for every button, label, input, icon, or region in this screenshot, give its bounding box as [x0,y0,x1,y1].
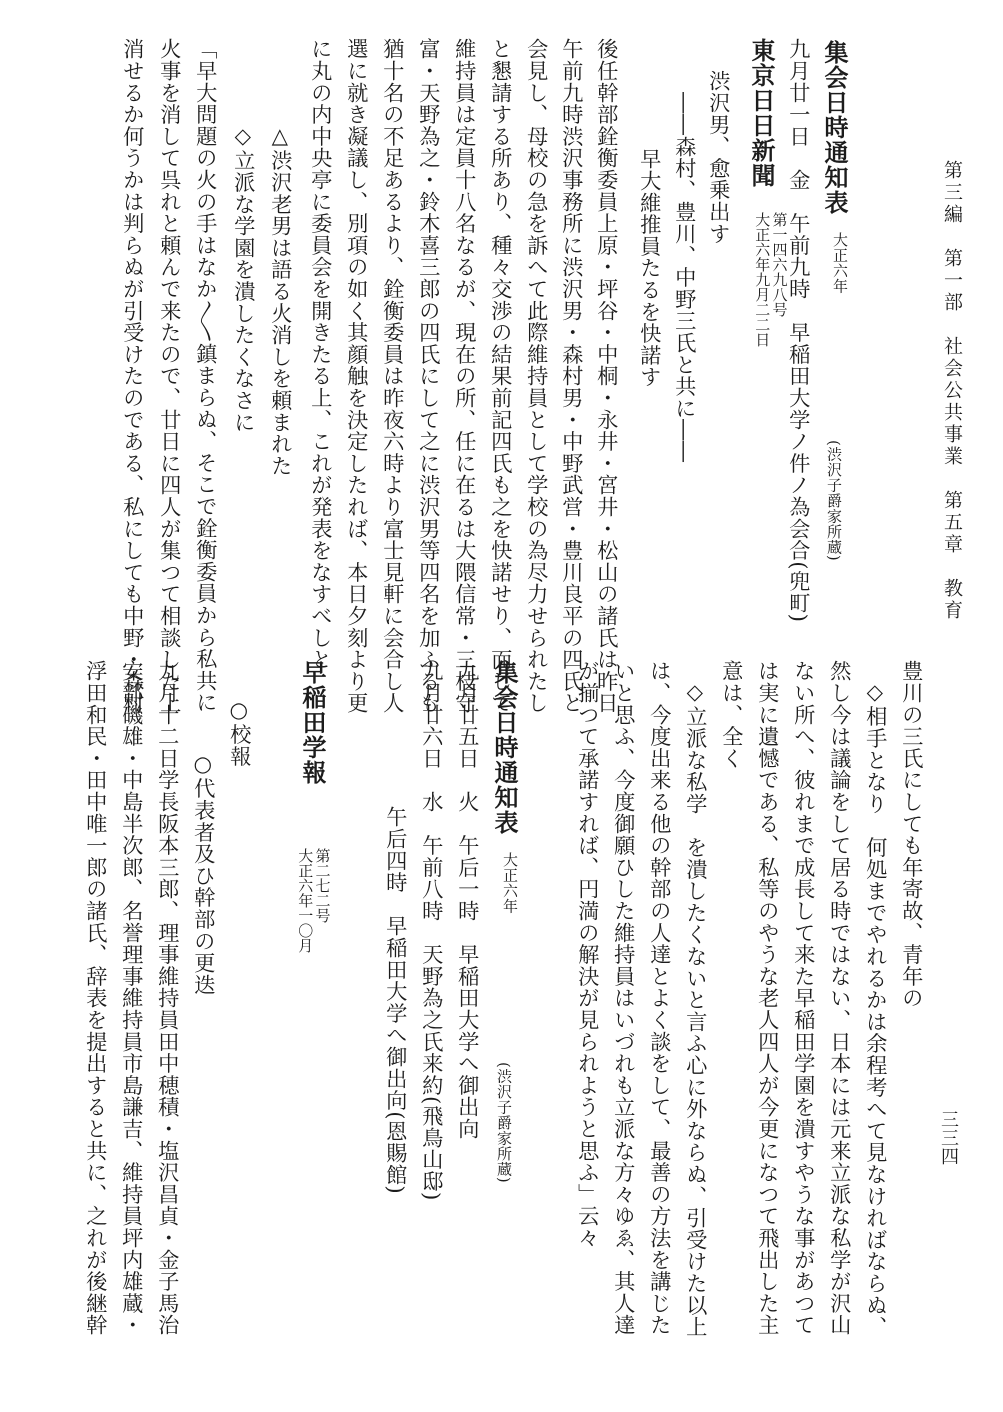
notice-year: 大正六年 [831,232,849,294]
schedule-entry: 九月廿五日 火 午后一時 早稲田大学へ御出向 [454,660,480,1140]
subheadline: 早大維推員たるを快諾す [636,148,662,388]
notice-year: 大正六年 [501,852,519,914]
notice-table-title: 集会日時通知表 [820,40,849,215]
body-line: 火事を消して呉れと頼んで来たので、廿日に四人が集つて相談した上 [156,38,182,714]
section-heading: △渋沢老男は語る火消しを頼まれた [267,124,293,477]
schedule-entry: 九月廿六日 水 午前八時 天野為之氏来約(飛鳥山邸) [418,660,444,1201]
newspaper-title: 東京日日新聞 [747,38,776,188]
body-line: は実に遺憾である、私等のやうな老人四人が今更になつて飛出した主 [754,660,780,1336]
source-note: (渋沢子爵家所蔵) [825,440,843,562]
body-line: は、今度出来る他の幹部の人達とよく談をして、最善の方法を講じた [646,660,672,1336]
body-line: 九月十二日学長阪本三郎、理事維持員田中穂積・塩沢昌貞・金子馬治 [154,660,180,1336]
body-line: 猶十名の不足あるより、銓衡委員は昨夜六時より富士見軒に会合し人 [379,38,405,714]
section-heading: ◇立派な学園を潰したくなさに [230,124,256,433]
body-line: 富・天野為之・鈴木喜三郎の四氏にして之に渋沢男等四名を加ふるも [415,38,441,714]
issue-number [753,212,788,347]
bulletin-no: 第二七二号 [313,848,332,923]
bulletin-issue [296,848,331,953]
headline: 渋沢男、愈乗出す [705,70,731,245]
body-line: 意は、全く [718,660,744,769]
body-line: に丸の内中央亭に委員会を開きたる上、これが発表をなすべしと [307,38,333,671]
subheadline: ――森村、豊川、中野三氏と共に―― [671,92,697,463]
section-heading: ○代表者及ひ幹部の更迭 [190,752,216,996]
page-number: 三三四 [938,1110,959,1166]
body-line: 安部磯雄・中島半次郎、名誉理事維持員市島謙吉、維持員坪内雄蔵・ [118,660,144,1336]
issue-date: 大正六年九月二二日 [753,212,772,347]
running-header: 第三編 第一部 社会公共事業 第五章 教育 [941,160,963,622]
body-line: 維持員は定員十八名なるが、現在の所、任に在るは大隈信常・三枝守 [451,38,477,714]
body-line: 選に就き凝議し、別項の如く其顔触を決定したれば、本日夕刻より更 [343,38,369,714]
schedule-entry: 午后四時 早稲田大学へ御出向(恩賜館) [382,806,408,1195]
body-line: ◇相手となり 何処までやれるかは余程考へて見なければならぬ、 [862,680,888,1338]
body-line: が揃つて承諾すれば、円満の解決が見られようと思ふ」云々 [574,660,600,1249]
body-line: ◇立派な私学 を潰したくないと言ふ心に外ならぬ、引受けた以上 [682,680,708,1338]
body-line: 午前九時渋沢事務所に渋沢男・森村男・中野武営・豊川良平の四氏と [558,38,584,714]
body-line: 会見し、母校の急を訴へて此際維持員として学校の為尽力せられたし [523,38,549,714]
body-line: ない所へ、彼れまで成長して来た早稲田学園を潰すやうな事があつて [790,660,816,1336]
body-line: 浮田和民・田中唯一郎の諸氏、辞表を提出すると共に、之れが後継幹 [82,660,108,1336]
source-note: (渋沢子爵家所蔵) [495,1062,513,1184]
body-line: 然し今は議論をして居る時ではない、日本には元来立派な私学が沢山 [826,660,852,1336]
section-heading: ○校報 [226,698,252,768]
body-line: 消せるか何うかは判らぬが引受けたのである、私にしても中野・森村 [119,38,145,714]
issue-no: 第一四六九八号 [770,212,789,317]
notice-table-title: 集会日時通知表 [490,660,519,835]
body-line: いと思ふ、今度御願ひした維持員はいづれも立派な方々ゆゑ、其人達 [610,660,636,1336]
body-line: 豊川の三氏にしても年寄故、青年の [898,660,924,1009]
bulletin-title: 早稲田学報 [298,660,327,785]
body-line: と懇請する所あり、種々交渉の結果前記四氏も之を快諾せり、而して [487,38,513,714]
schedule-entry: 九月廿一日 金 午前九時 早稲田大学ノ件ノ為会合(兜町) [785,38,811,623]
body-line: 後任幹部銓衡委員上原・坪谷・中桐・永井・宮井・松山の諸氏は昨日 [593,38,619,714]
body-line: 「早大問題の火の手はなか〱鎮まらぬ、そこで銓衡委員から私共に [192,38,218,714]
bulletin-date: 大正六年一〇月 [296,848,315,953]
